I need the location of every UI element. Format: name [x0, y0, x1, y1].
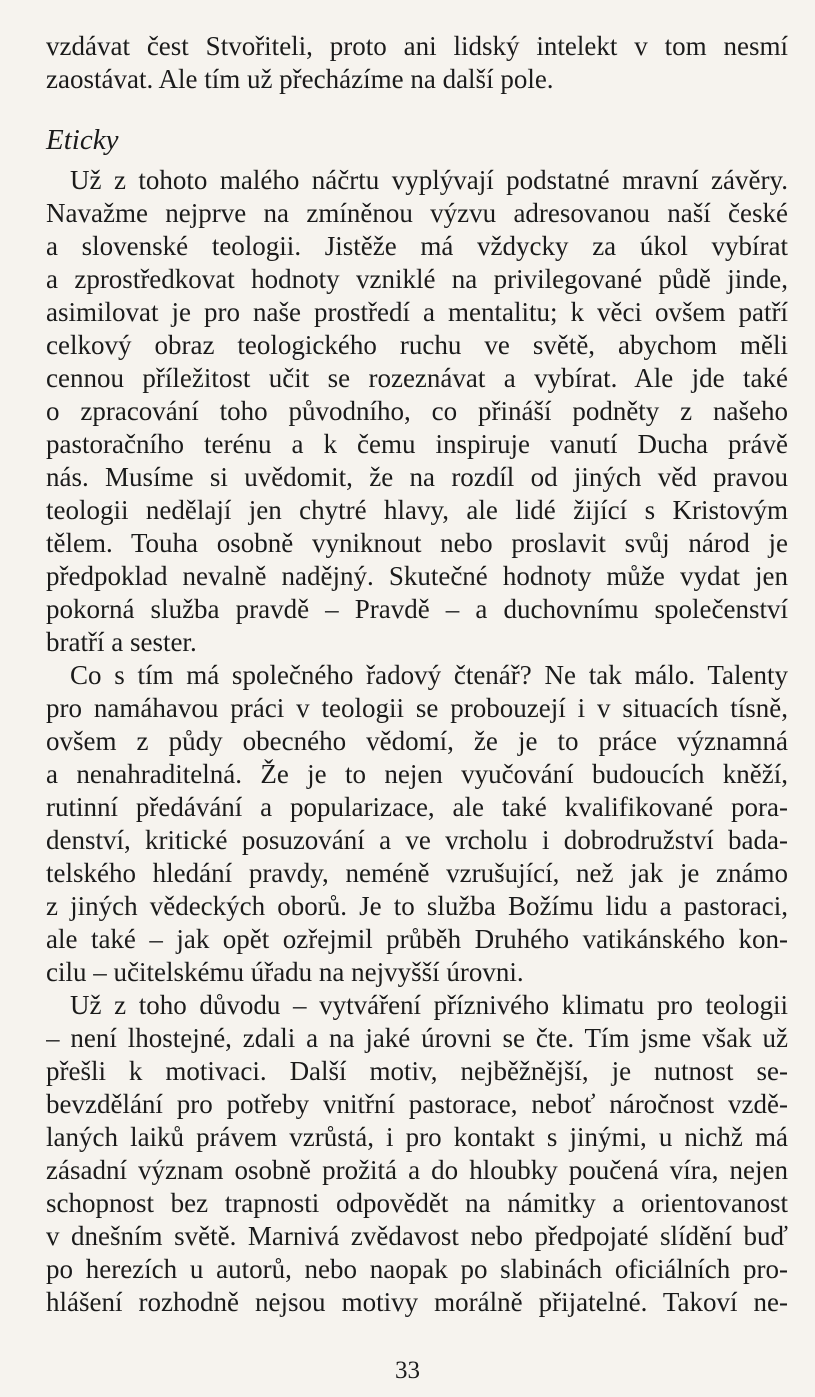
text-line: ale také – jak opět ozřejmil průběh Druhého vatikánského kon-: [46, 924, 788, 954]
text-line: schopnost bez trapnosti odpovědět na námitky a orientovanost: [46, 1188, 788, 1218]
text-line: přešli k motivaci. Další motiv, nejběžnější, je nutnost se-: [46, 1056, 788, 1086]
text-line: pastoračního terénu a k čemu inspiruje vanutí Ducha právě: [46, 429, 788, 459]
text-line: nás. Musíme si uvědomit, že na rozdíl od jiných věd pravou: [46, 462, 788, 492]
paragraph-1: [46, 164, 788, 659]
text-line: Navažme nejprve na zmíněnou výzvu adresovanou naší české: [46, 198, 788, 228]
text-line: a zprostředkovat hodnoty vzniklé na privilegované půdě jinde,: [46, 264, 788, 294]
text-line: laných laiků právem vzrůstá, i pro kontakt s jinými, u nichž má: [46, 1122, 788, 1152]
text-line: ovšem z půdy obecného vědomí, že je to práce významná: [46, 726, 788, 756]
text-line: telského hledání pravdy, neméně vzrušující, než jak je známo: [46, 858, 788, 888]
text-line: v dnešním světě. Marnivá zvědavost nebo předpojaté slídění buď: [46, 1221, 788, 1251]
text-line: Už z toho důvodu – vytváření příznivého klimatu pro teologii: [70, 990, 788, 1020]
text-line: bevzdělání pro potřeby vnitřní pastorace, neboť náročnost vzdě-: [46, 1089, 788, 1119]
page-number: 33: [395, 1357, 420, 1384]
text-line: cilu – učitelskému úřadu na nejvyšší úrovni.: [46, 957, 524, 987]
text-line: rutinní předávání a popularizace, ale také kvalifikované pora-: [46, 792, 788, 822]
paragraph-2: [46, 659, 788, 989]
text-line: vzdávat čest Stvořiteli, proto ani lidský intelekt v tom nesmí: [46, 31, 788, 61]
paragraph-3: [46, 989, 788, 1319]
text-line: a slovenské teologii. Jistěže má vždycky za úkol vybírat: [46, 231, 788, 261]
text-line: Už z tohoto malého náčrtu vyplývají podstatné mravní závěry.: [70, 165, 788, 195]
text-line: Co s tím má společného řadový čtenář? Ne tak málo. Talenty: [70, 660, 788, 690]
text-line: z jiných vědeckých oborů. Je to služba Božímu lidu a pastoraci,: [46, 891, 788, 921]
page-body: [46, 30, 788, 1319]
text-line: denství, kritické posuzování a ve vrcholu i dobrodružství bada-: [46, 825, 788, 855]
text-line: o zpracování toho původního, co přináší podněty z našeho: [46, 396, 788, 426]
text-line: po herezích u autorů, nebo naopak po slabinách oficiálních pro-: [46, 1254, 788, 1284]
text-line: a nenahraditelná. Že je to nejen vyučování budoucích kněží,: [46, 759, 788, 789]
text-line: hlášení rozhodně nejsou motivy morálně přijatelné. Takoví ne-: [46, 1287, 788, 1317]
text-line: asimilovat je pro naše prostředí a mentalitu; k věci ovšem patří: [46, 297, 788, 327]
text-line: – není lhostejné, zdali a na jaké úrovni se čte. Tím jsme však už: [46, 1023, 788, 1053]
text-line: cennou příležitost učit se rozeznávat a vybírat. Ale jde také: [46, 363, 788, 393]
text-line: pokorná služba pravdě – Pravdě – a duchovnímu společenství: [46, 594, 788, 624]
text-line: bratří a sester.: [46, 627, 197, 657]
text-line: celkový obraz teologického ruchu ve světě, abychom měli: [46, 330, 788, 360]
text-line: pro namáhavou práci v teologii se probouzejí i v situacích tísně,: [46, 693, 788, 723]
text-line: zásadní význam osobně prožitá a do hloubky poučená víra, nejen: [46, 1155, 788, 1185]
intro-paragraph: [46, 30, 788, 96]
text-line: předpoklad nevalně nadějný. Skutečné hodnoty může vydat jen: [46, 561, 788, 591]
text-line: teologii nedělají jen chytré hlavy, ale lidé žijící s Kristovým: [46, 495, 788, 525]
section-heading: Eticky: [46, 124, 119, 156]
text-line: zaostávat. Ale tím už přecházíme na další pole.: [46, 64, 554, 94]
text-line: tělem. Touha osobně vyniknout nebo proslavit svůj národ je: [46, 528, 788, 558]
